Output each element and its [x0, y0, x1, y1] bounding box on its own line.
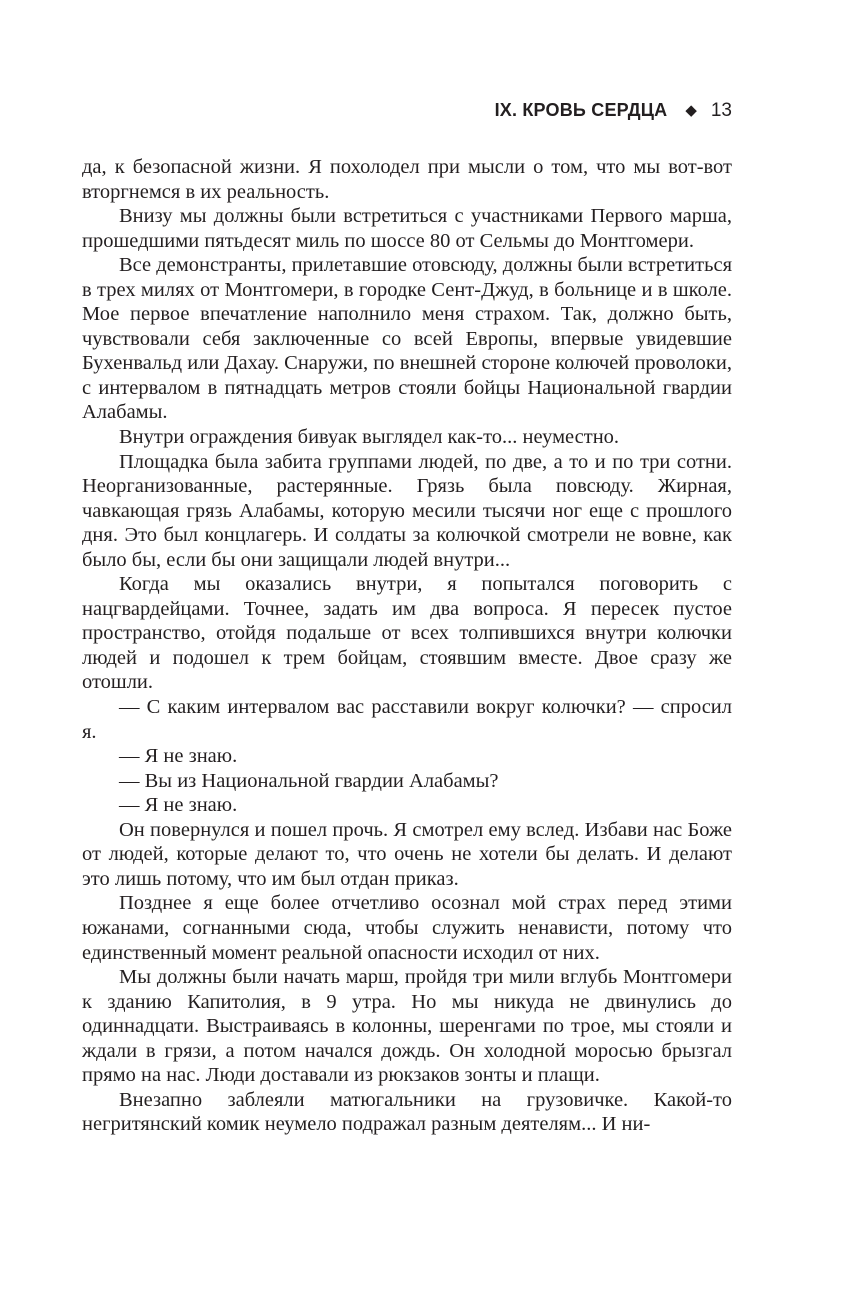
paragraph: Площадка была забита группами людей, по две, а то и по три сотни. Неорганизованные, растерянные. Грязь была повсюду. Жирная, чавкающая грязь Алабамы, которую месили тысячи ног еще с прошлого дня. Это был концлагерь. И солдаты за колючкой смотрели не вовне, как было бы, если бы они защищали людей внутри... — [82, 450, 732, 571]
chapter-title: IX. КРОВЬ СЕРДЦА — [494, 100, 668, 120]
dialogue-line: — Я не знаю. — [119, 745, 238, 768]
paragraph: Внизу мы должны были встретиться с участниками Первого марша, прошедшими пятьдесят миль по шоссе 80 от Сельмы до Монтгомери. — [82, 205, 732, 252]
dialogue-line: — С каким интервалом вас расставили вокруг колючки? — спросил я. — [82, 696, 732, 743]
paragraph: Мы должны были начать марш, пройдя три мили вглубь Монтгомери к зданию Капитолия, в 9 утра. Но мы никуда не двинулись до одиннадцати. Выстраиваясь в колонны, шеренгами по трое, мы стояли и ждали в грязи, а потом начался дождь. Он холодной моросью брызгал прямо на нас. Люди доставали из рюкзаков зонты и плащи. — [82, 966, 732, 1087]
paragraph: Когда мы оказались внутри, я попытался поговорить с нацгвардейцами. Точнее, задать им два вопроса. Я пересек пустое пространство, отойдя подальше от всех толпившихся внутри колючки людей и подошел к трем бойцам, стоявшим вместе. Двое сразу же отошли. — [82, 573, 732, 694]
body-text — [82, 155, 732, 1137]
paragraph: Внезапно заблеяли матюгальники на грузовичке. Какой-то негритянский комик неумело подражал разным деятелям... И ни- — [82, 1088, 732, 1136]
page-number: 13 — [710, 100, 732, 121]
dialogue-line: — Я не знаю. — [119, 794, 238, 817]
diamond-separator-icon: ◆ — [685, 102, 697, 119]
paragraph: да, к безопасной жизни. Я похолодел при мысли о том, что мы вот-вот вторгнемся в их реальность. — [82, 156, 732, 203]
dialogue-line: — Вы из Национальной гвардии Алабамы? — [119, 769, 499, 792]
running-header — [82, 100, 732, 130]
paragraph: Он повернулся и пошел прочь. Я смотрел ему вслед. Избави нас Боже от людей, которые делают то, что очень не хотели бы делать. И делают это лишь потому, что им был отдан приказ. — [82, 818, 732, 890]
paragraph: Внутри ограждения бивуак выглядел как-то... неуместно. — [119, 426, 620, 449]
paragraph: Позднее я еще более отчетливо осознал мой страх перед этими южанами, согнанными сюда, чтобы служить ненависти, потому что единственный момент реальной опасности исходил от них. — [82, 892, 732, 964]
paragraph: Все демонстранты, прилетавшие отовсюду, должны были встретиться в трех милях от Монтгомери, в городке Сент-Джуд, в больнице и в школе. Мое первое впечатление наполнило меня страхом. Так, должно быть, чувствовали себя заключенные со всей Европы, впервые увидевшие Бухенвальд или Дахау. Снаружи, по внешней стороне колючей проволоки, с интервалом в пятнадцать метров стояли бойцы Национальной гвардии Алабамы. — [82, 254, 732, 424]
